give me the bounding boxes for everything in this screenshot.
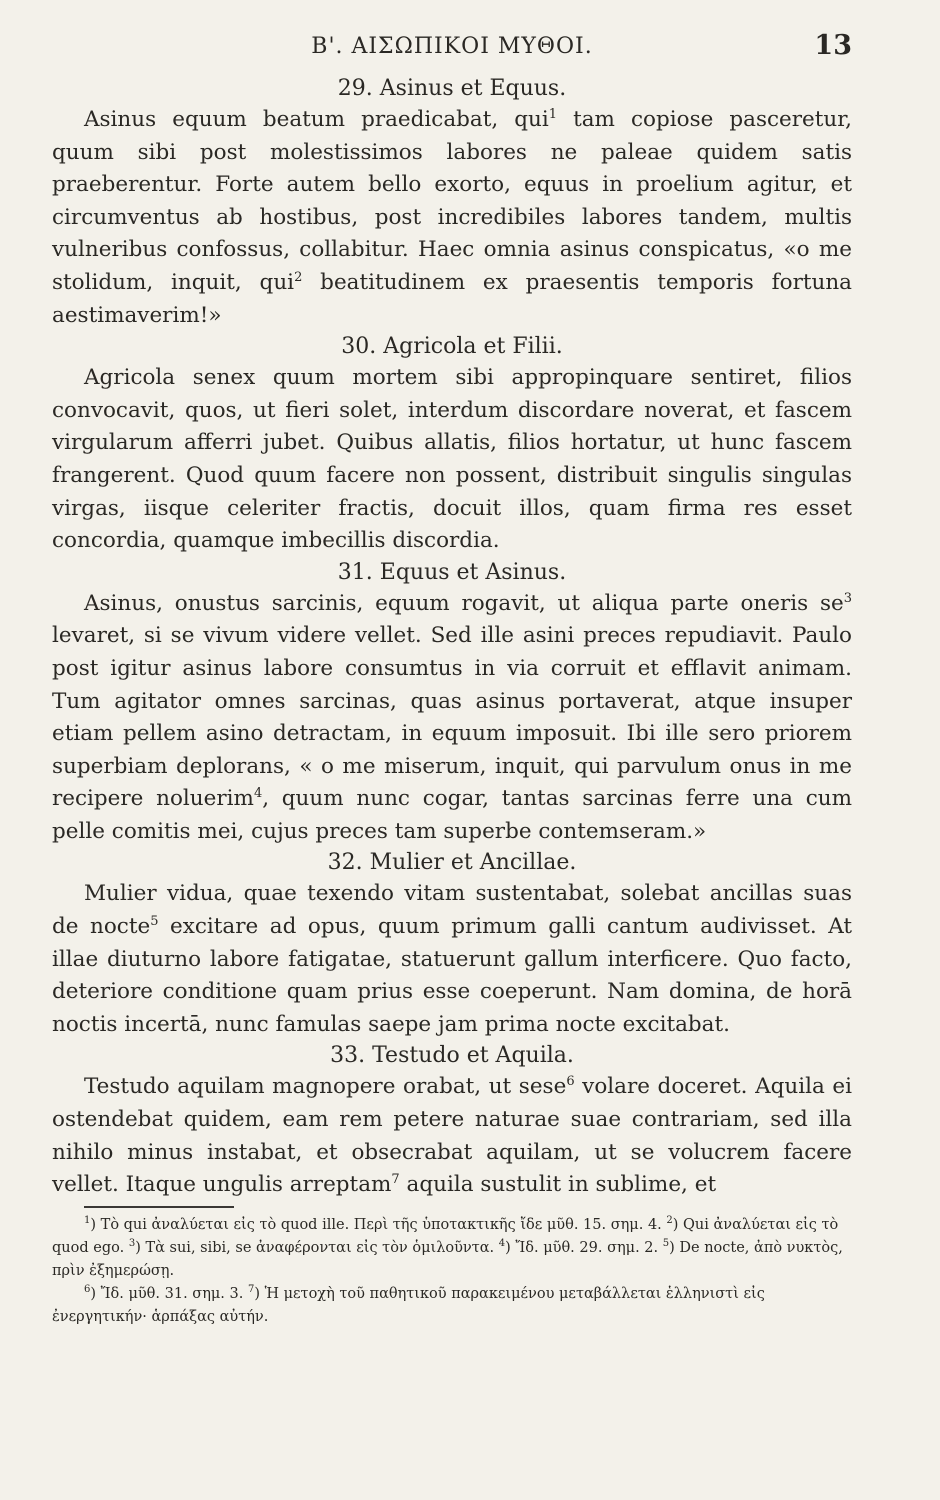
footnote-line: [52, 1283, 852, 1329]
text-run: volare doceret. Aquila ei ostendebat quidem, eam rem petere naturae suae contrariam, sed illa nihilo minus instabat, et obsecrabat aquilam, ut se volucrem facere vellet. Itaque ungulis arreptam: [52, 1074, 852, 1198]
text-run: levaret, si se vivum videre vellet. Sed ille asini preces repudiavit. Paulo post igitur asinus labore consumtus in via corruit et efflavit animam. Tum agitator omnes sarcinas, quas asinus portaverat, atque insuper etiam pellem asino detractam, in equum imposuit. Ibi ille sero priorem superbiam deplorans, « o me miserum, inquit, qui parvulum onus in me recipere noluerim: [52, 623, 852, 812]
fable-title: 33. Testudo et Aquila.: [330, 1043, 574, 1069]
fable-title: 29. Asinus et Equus.: [337, 76, 567, 101]
fable-text: [52, 104, 852, 332]
fable-title: 32. Mulier et Ancillae.: [327, 850, 577, 876]
footnote-ref: 2: [666, 1214, 673, 1226]
fable-title: 31. Equus et Asinus.: [337, 559, 567, 585]
fable-title: 30. Agricola et Filii.: [341, 334, 563, 360]
footnote-ref: 1: [84, 1214, 91, 1226]
text-run: Mulier vidua, quae texendo vitam sustentabat, solebat ancillas suas de nocte: [52, 881, 852, 940]
footnote-ref: 5: [150, 913, 159, 929]
text-run: aquila sustulit in sublime, et: [399, 1172, 717, 1198]
footnote-ref: 6: [84, 1283, 91, 1295]
text-run: excitare ad opus, quum primum galli cantum audivisset. At illae diuturno labore fatigatae, statuerunt gallum interficere. Quo facto, deteriore conditione quam prius esse coeperunt. Nam domina, de horā noctis incertā, nunc famulas saepe jam prima nocte excitabat.: [52, 914, 852, 1037]
fable-text: [52, 1071, 852, 1201]
text-run: , quum nunc cogar, tantas sarcinas ferre una cum pelle comitis mei, cujus preces tam superbe contemseram.»: [52, 786, 852, 844]
text-run: ) Τὰ sui, sibi, se ἀναφέρονται εἰς τὸν ὁμιλοῦντα.: [135, 1239, 499, 1256]
footnote-rule: [84, 1206, 234, 1208]
book-page: [52, 30, 852, 1329]
running-title: Β'. ΑΙΣΩΠΙΚΟΙ ΜΥΘΟΙ.: [311, 34, 593, 59]
text-run: ) Ἡ μετοχὴ τοῦ παθητικοῦ παρακειμένου μεταβάλλεται ἑλληνιστὶ εἰς ἐνεργητικήν· ἁρπάξας αὐτήν.: [52, 1285, 765, 1325]
text-run: ) Qui ἀναλύεται εἰς τὸ quod ego.: [52, 1216, 839, 1256]
text-run: tam copiose pasceretur, quum sibi post molestissimos labores ne paleae quidem satis praeberentur. Forte autem bello exorto, equus in proelium agitur, et circumventus ab hostibus, post incredibiles labores tandem, multis vulneribus confossus, collabitur. Haec omnia asinus conspicatus, «o me stolidum, inquit, qui: [52, 107, 853, 295]
footnote-ref: 1: [548, 106, 558, 122]
text-run: ) Τὸ qui ἀναλύεται εἰς τὸ quod ille. Περὶ τῆς ὑποτακτικῆς ἴδε μῦθ. 15. σημ. 4.: [90, 1216, 667, 1233]
fable-text: [52, 588, 852, 849]
footnote-ref: 5: [662, 1237, 670, 1249]
footnote-ref: 7: [247, 1283, 255, 1295]
text-run: Asinus, onustus sarcinis, equum rogavit, ut aliqua parte oneris se: [84, 590, 844, 616]
footnote-line: [52, 1214, 852, 1283]
footnote-ref: 2: [294, 269, 303, 285]
text-run: Agricola senex quum mortem sibi appropinquare sentiret, filios convocavit, quos, ut fieri solet, interdum discordare noverat, et fascem virgularum afferri jubet. Quibus allatis, filios hortatur, ut hunc fascem frangerent. Quod quum facere non possent, distribuit singulis singulas virgas, iisque celeriter fractis, docuit illos, quam firma res esset concordia, quamque imbecillis discordia.: [52, 365, 852, 554]
text-run: ) Ἴδ. μῦθ. 31. σημ. 3.: [90, 1285, 248, 1302]
text-run: Testudo aquilam magnopere orabat, ut sese: [84, 1074, 567, 1100]
footnotes-section: [52, 1214, 852, 1329]
footnote-ref: 7: [391, 1172, 400, 1188]
footnote-ref: 3: [128, 1237, 136, 1249]
fable-text: [52, 878, 852, 1041]
footnote-ref: 3: [843, 590, 852, 606]
text-run: ) De nocte, ἀπὸ νυκτὸς, πρὶν ἐξημερώσῃ.: [52, 1239, 843, 1279]
footnote-ref: 4: [498, 1237, 506, 1249]
footnote-ref: 4: [253, 786, 263, 802]
fables-section: [52, 74, 852, 1202]
footnote-ref: 6: [566, 1074, 575, 1090]
fable-text: [52, 362, 852, 558]
text-run: Asinus equum beatum praedicabat, qui: [84, 107, 549, 132]
running-header: [52, 30, 852, 74]
page-number: 13: [814, 30, 852, 61]
text-run: ) Ἴδ. μῦθ. 29. σημ. 2.: [505, 1239, 663, 1256]
text-run: beatitudinem ex praesentis temporis fortuna aestimaverim!»: [52, 269, 853, 328]
